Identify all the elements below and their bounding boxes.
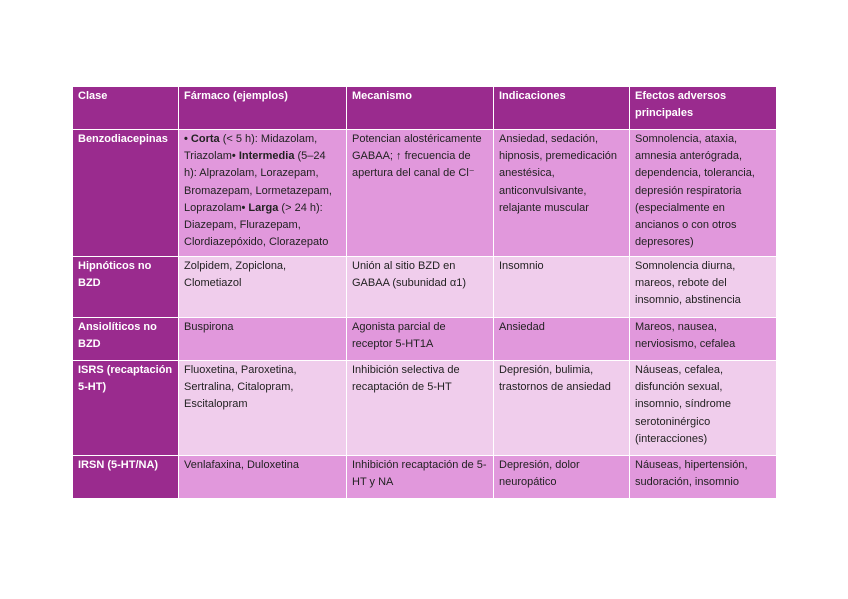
cell-farmaco: Venlafaxina, Duloxetina [179, 456, 347, 499]
table-header-row [73, 87, 777, 130]
cell-clase: ISRS (recaptación 5-HT) [73, 361, 179, 456]
cell-clase: Ansiolíticos no BZD [73, 318, 179, 361]
cell-mecanismo: Inhibición selectiva de recaptación de 5-HT [347, 361, 494, 456]
duration-label-corta: Corta [190, 133, 220, 145]
drug-classes-table [72, 86, 777, 499]
cell-indicaciones: Depresión, dolor neuropático [494, 456, 630, 499]
cell-farmaco: Zolpidem, Zopiclona, Clometiazol [179, 257, 347, 318]
cell-indicaciones: Ansiedad, sedación, hipnosis, premedicación anestésica, anticonvulsivante, relajante muscular [494, 130, 630, 257]
duration-text-corta: (< 5 h): Midazolam, Triazolam [184, 133, 318, 163]
duration-text-intermedia: (5–24 h): Alprazolam, Lorazepam, Bromazepam, Lormetazepam, Loprazolam [184, 150, 332, 214]
header-efectos: Efectos adversos principales [630, 87, 777, 130]
bullet: • [241, 201, 246, 214]
cell-clase: IRSN (5-HT/NA) [73, 456, 179, 499]
cell-farmaco: Fluoxetina, Paroxetina, Sertralina, Citalopram, Escitalopram [179, 361, 347, 456]
table-row [73, 257, 777, 318]
cell-indicaciones: Depresión, bulimia, trastornos de ansiedad [494, 361, 630, 456]
cell-farmaco [179, 130, 347, 257]
header-indicaciones: Indicaciones [494, 87, 630, 130]
cell-indicaciones: Ansiedad [494, 318, 630, 361]
table-row [73, 361, 777, 456]
cell-indicaciones: Insomnio [494, 257, 630, 318]
cell-farmaco: Buspirona [179, 318, 347, 361]
duration-label-larga: Larga [248, 201, 279, 214]
cell-efectos: Mareos, nausea, nerviosismo, cefalea [630, 318, 777, 361]
header-mecanismo: Mecanismo [347, 87, 494, 130]
cell-efectos: Somnolencia, ataxia, amnesia anterógrada, dependencia, tolerancia, depresión respiratoria (especialmente en ancianos o con otros depresores) [630, 130, 777, 257]
cell-clase: Hipnóticos no BZD [73, 257, 179, 318]
duration-text-larga: (> 24 h): Diazepam, Flurazepam, Clordiazepóxido, Clorazepato [184, 201, 329, 249]
cell-efectos: Náuseas, hipertensión, sudoración, insomnio [630, 456, 777, 499]
header-farmaco: Fármaco (ejemplos) [179, 87, 347, 130]
table-row [73, 130, 777, 257]
cell-mecanismo: Inhibición recaptación de 5-HT y NA [347, 456, 494, 499]
duration-label-intermedia: Intermedia [238, 150, 295, 163]
cell-mecanismo: Agonista parcial de receptor 5-HT1A [347, 318, 494, 361]
cell-clase: Benzodiacepinas [73, 130, 179, 257]
cell-mecanismo: Unión al sitio BZD en GABAA (subunidad α1) [347, 257, 494, 318]
table-row [73, 318, 777, 361]
cell-mecanismo: Potencian alostéricamente GABAA; ↑ frecuencia de apertura del canal de Cl⁻ [347, 130, 494, 257]
cell-efectos: Náuseas, cefalea, disfunción sexual, insomnio, síndrome serotoninérgico (interacciones) [630, 361, 777, 456]
table-row [73, 456, 777, 499]
header-clase: Clase [73, 87, 179, 130]
bullet: • [231, 150, 236, 163]
bullet: • [184, 133, 188, 145]
cell-efectos: Somnolencia diurna, mareos, rebote del insomnio, abstinencia [630, 257, 777, 318]
